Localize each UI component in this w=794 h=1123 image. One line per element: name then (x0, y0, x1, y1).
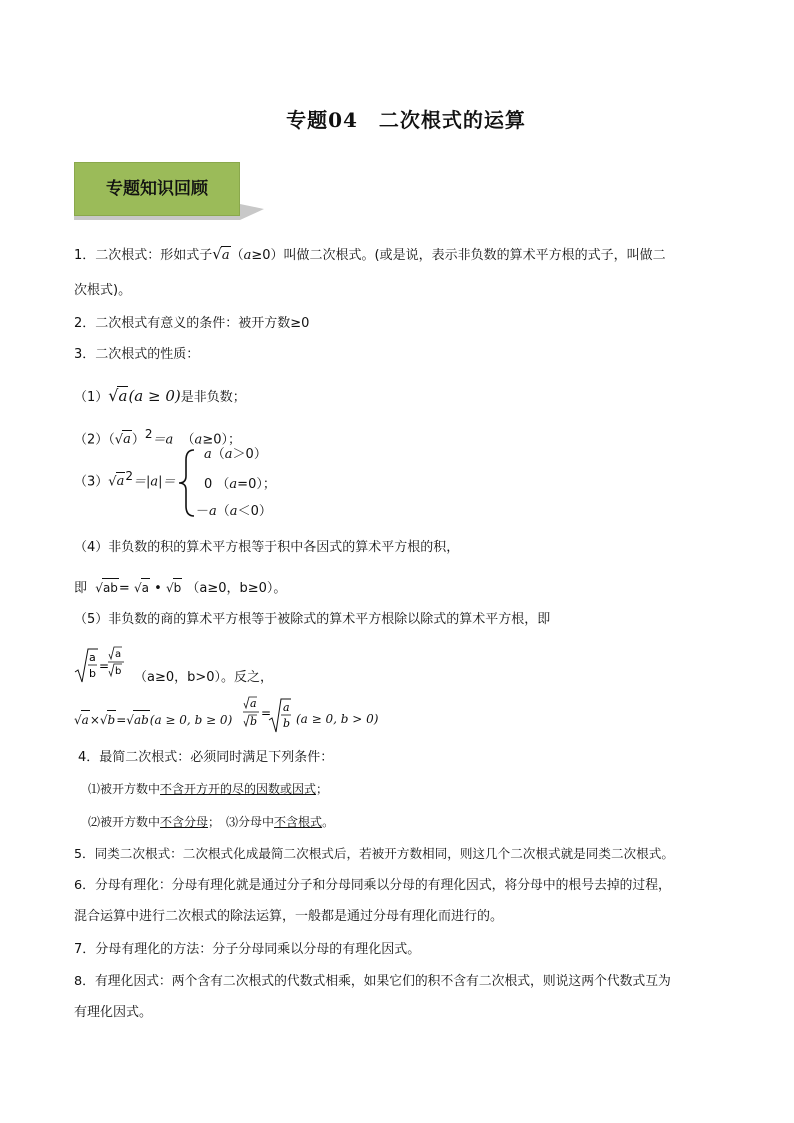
item-8-cont: 有理化因式。 (74, 1005, 153, 1020)
quotient-formula (74, 646, 134, 686)
section-banner (74, 162, 264, 220)
item-4: 4．最简二次根式：必须同时满足下列条件： (78, 750, 334, 765)
item-1-text: 1．二次根式：形如式子 (74, 248, 213, 263)
page-title: 专题04 二次根式的运算 (286, 108, 526, 132)
svg-text:b: b (283, 717, 291, 730)
item-1: 1．二次根式：形如式子√a（a≥0）叫做二次根式。(或是说，表示非负数的算术平方根的式子，叫做二 (74, 245, 666, 263)
property-2: $(2)(√a)^2=a$ （a≥0）； (74, 427, 241, 448)
item-1-cont: 次根式)。 (74, 283, 132, 298)
svg-text:=: = (261, 706, 272, 720)
item-7: 7．分母有理化的方法：分子分母同乘以分母的有理化因式。 (74, 942, 421, 957)
case-1: a（a＞0） (204, 447, 267, 462)
frac-den-b: b (89, 667, 96, 680)
banner-label: 专题知识回顾 (106, 179, 208, 199)
property-1: （1）√a(a ≥ 0)是非负数； (74, 386, 246, 405)
item-6-cont: 混合运算中进行二次根式的除法运算，一般都是通过分母有理化而进行的。 (74, 909, 504, 924)
case-3: －a（a＜0） (196, 504, 272, 519)
property-5: （5）非负数的商的算术平方根等于被除式的算术平方根除以除式的算术平方根，即 (74, 612, 551, 627)
item-2: 2．二次根式有意义的条件：被开方数≥0 (74, 316, 310, 331)
item-6: 6．分母有理化：分母有理化就是通过分子和分母同乘以分母的有理化因式，将分母中的根号去掉的过程， (74, 878, 671, 893)
svg-text:a: a (283, 701, 290, 714)
svg-text:=: = (99, 659, 110, 673)
quotient-reverse-condition: (a ≥ 0, b > 0) (296, 712, 379, 726)
item-3: 3．二次根式的性质： (74, 347, 200, 362)
quotient-condition: （a≥0，b>0）。反之， (134, 670, 274, 685)
property-3: $(3)√a^2=|a|=$ (74, 469, 176, 490)
item-4-condition-1: ⑴被开方数中不含开方开的尽的因数或因式； (88, 782, 329, 796)
sqrt-a: a (221, 248, 230, 263)
property-4-formula: 即 √ab= √a • √b （a≥0，b≥0）。 (74, 578, 286, 598)
item-8: 8．有理化因式：两个含有二次根式的代数式相乘，如果它们的积不含有二次根式，则说这两个代数式互为 (74, 974, 671, 989)
case-2: 0 （a=0）； (204, 477, 276, 492)
svg-text:a: a (250, 697, 257, 710)
product-reverse: √a×√b=√ab(a ≥ 0, b ≥ 0) (74, 710, 232, 729)
frac-num-a: a (89, 651, 96, 664)
item-4-condition-2: ⑵被开方数中不含分母； ⑶分母中不含根式。 (88, 815, 335, 829)
frac2-num-a: a (115, 649, 122, 660)
svg-text:b: b (250, 715, 258, 728)
cond-a-ge0: (a ≥ 0) (128, 387, 181, 405)
item-5: 5．同类二次根式：二次根式化成最简二次根式后，若被开方数相同，则这几个二次根式就是同类二次根式。 (74, 846, 674, 861)
quotient-reverse-formula (243, 696, 297, 736)
frac2-den-b: b (115, 666, 122, 677)
property-4: （4）非负数的积的算术平方根等于积中各因式的算术平方根的积， (74, 540, 460, 555)
